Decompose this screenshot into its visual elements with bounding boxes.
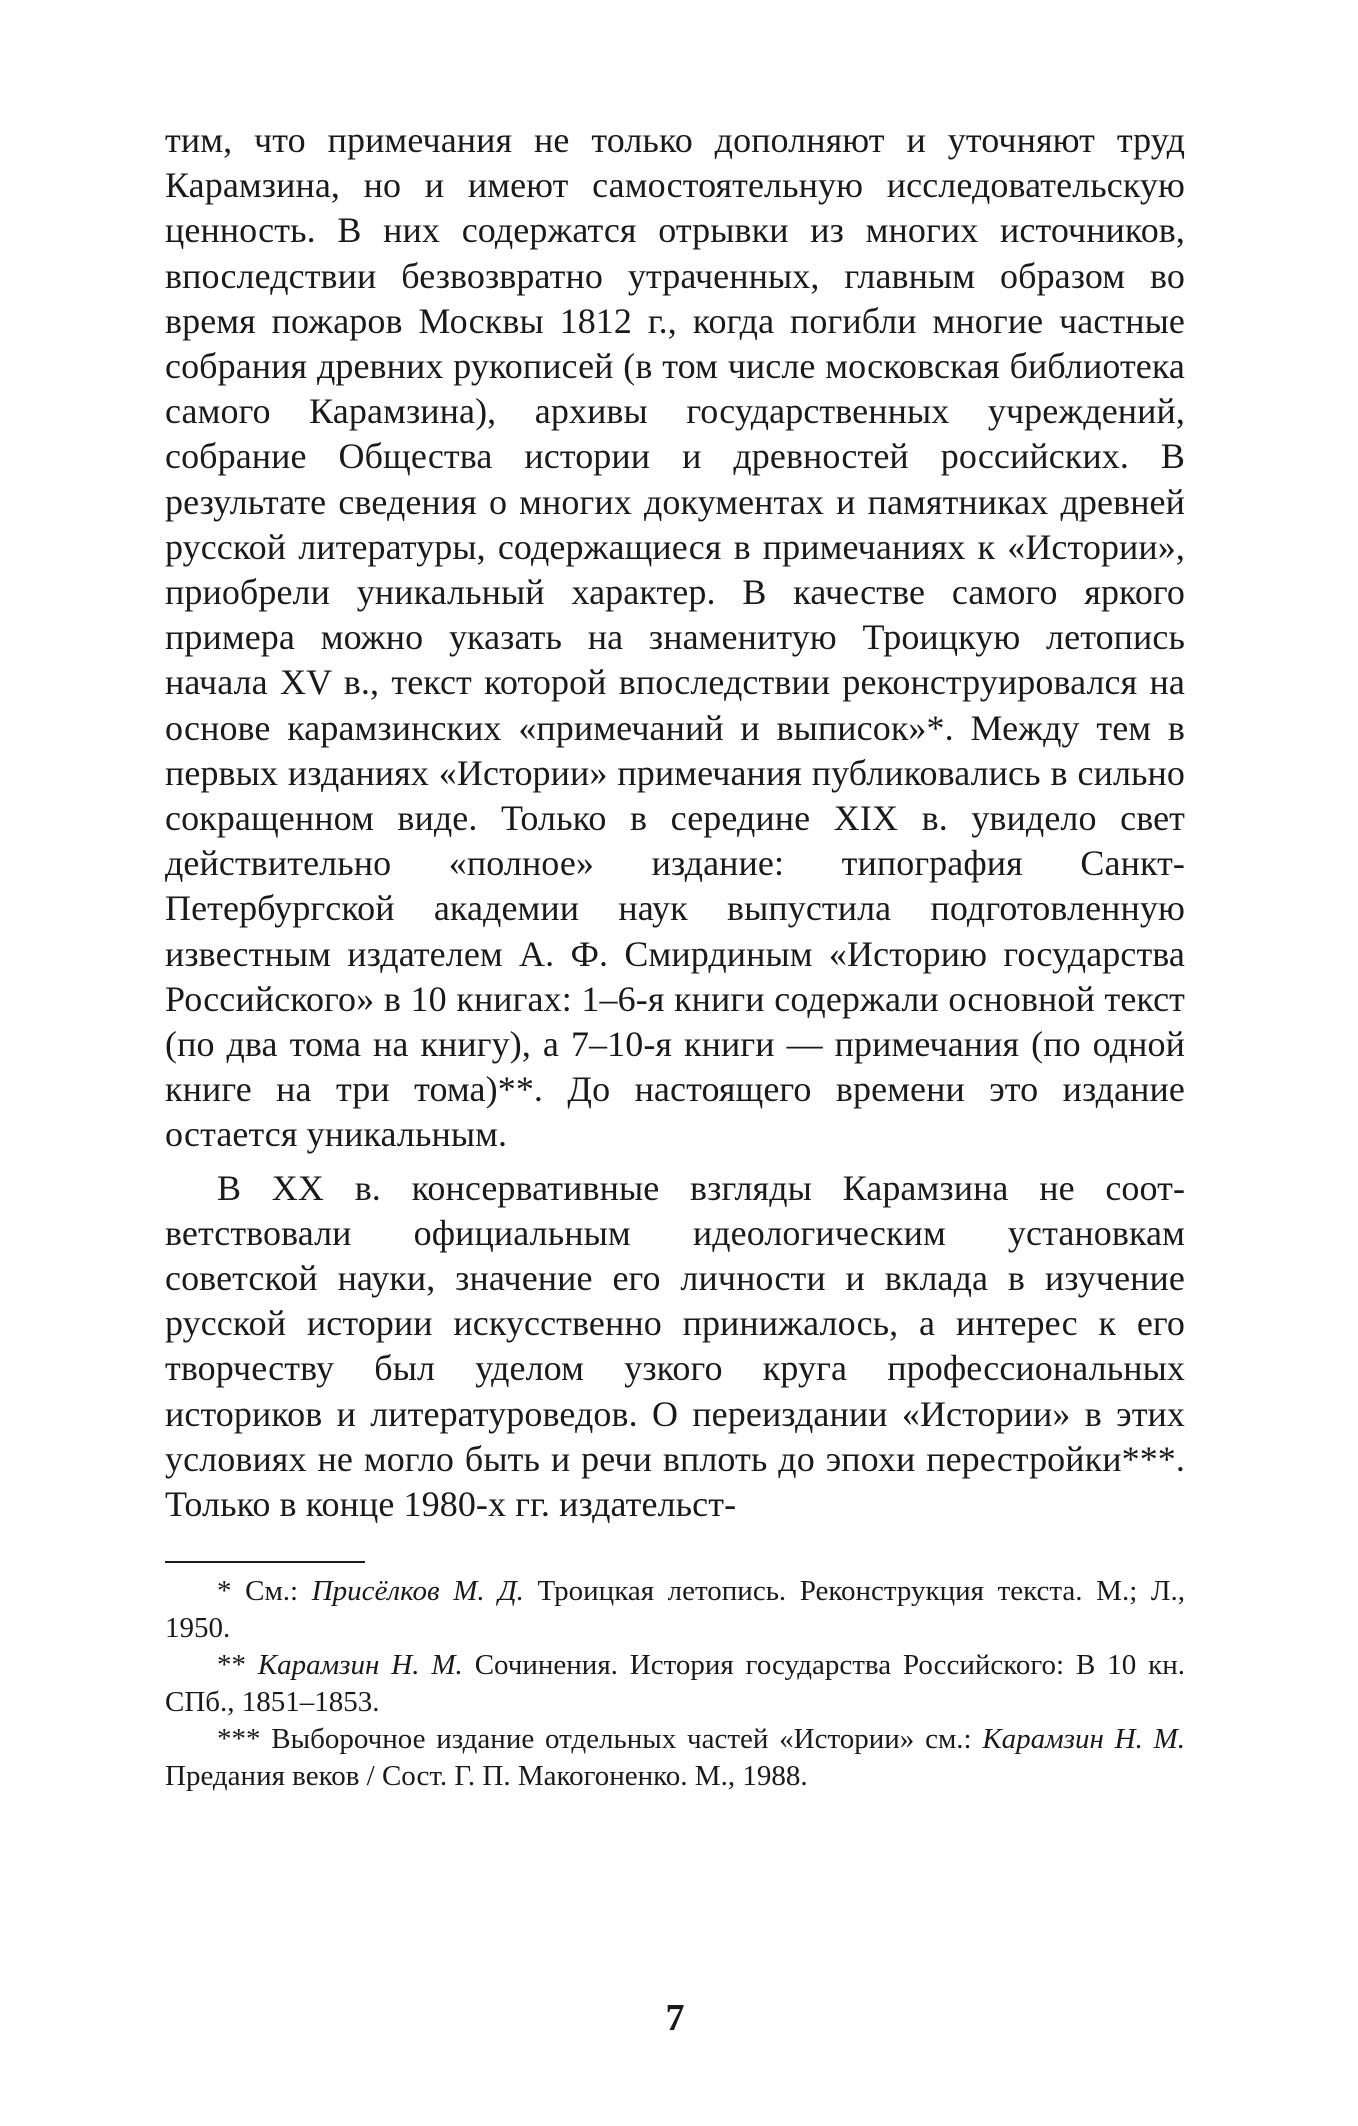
paragraph-2: В XX в. консервативные взгляды Карамзина не соответствовали официальным идеологическим установкам советской науки, значение его личности и вклада в изучение русской истории искусственно принижалось, а интерес к его творчеству был уделом узкого круга профессиональных историков и литературоведов. О переиздании «Истории» в этих условиях не могло быть и речи вплоть до эпохи перестройки***. Только в конце 1980-х гг. издательст-	[165, 1167, 1185, 1525]
footnote-2-marker: **	[217, 1649, 246, 1682]
footnote-3-author: Карамзин Н. М.	[982, 1723, 1186, 1756]
footnote-2-author: Карамзин Н. М.	[257, 1649, 463, 1682]
footnote-2	[165, 1647, 1185, 1721]
footnote-3	[165, 1721, 1185, 1795]
footnote-3-prefix: Выборочное издание отдельных частей «Истории» см.:	[271, 1723, 972, 1756]
main-text	[165, 118, 1185, 1527]
footnote-3-text: Предания веков / Сост. Г. П. Макогоненко. М., 1988.	[165, 1760, 808, 1793]
footnote-2-text: Сочинения. История государства Российского: В 10 кн. СПб., 1851–1853.	[165, 1649, 1186, 1719]
book-page	[165, 118, 1185, 2078]
footnote-1-marker: *	[217, 1575, 232, 1608]
footnote-1-prefix: См.:	[245, 1575, 299, 1608]
footnote-separator	[165, 1561, 365, 1563]
footnote-1-text: Троицкая летопись. Реконструкция текста. М.; Л., 1950.	[165, 1575, 1186, 1645]
page-number: 7	[665, 1997, 685, 2039]
footnote-1-author: Присёлков М. Д.	[311, 1575, 524, 1608]
footnote-3-marker: ***	[217, 1723, 261, 1756]
paragraph-1: тим, что примечания не только дополняют и уточняют труд Карамзина, но и имеют самостоятельную исследовательскую ценность. В них содержатся отрывки из многих источников, впоследствии безвозвратно утраченных, главным образом во время пожаров Москвы 1812 г., когда погибли многие частные собрания древних рукописей (в том числе московская библиотека самого Карамзина), архивы государственных учреждений, собрание Общества истории и древностей российских. В результате сведения о многих документах и памятниках древней русской литературы, содержащиеся в примечаниях к «Истории», приобрели уникальный характер. В качестве самого яркого примера можно указать на знаменитую Троицкую летопись начала XV в., текст которой впоследствии реконструировался на основе карамзинских «примечаний и выписок»*. Между тем в первых изданиях «Истории» примечания публиковались в сильно сокращенном виде. Только в середине XIX в. увидело свет действительно «полное» издание: типография Санкт-Петербургской академии наук выпустила подготовленную известным издателем А. Ф. Смирдиным «Историю государства Российского» в 10 книгах: 1–6-я книги содержали основной текст (по два тома на книгу), а 7–10-я книги — примечания (по одной книге на три тома)**. До настоящего времени это издание остается уникальным.	[165, 120, 1185, 1155]
footnote-1	[165, 1573, 1185, 1647]
footnotes	[165, 1573, 1185, 1795]
